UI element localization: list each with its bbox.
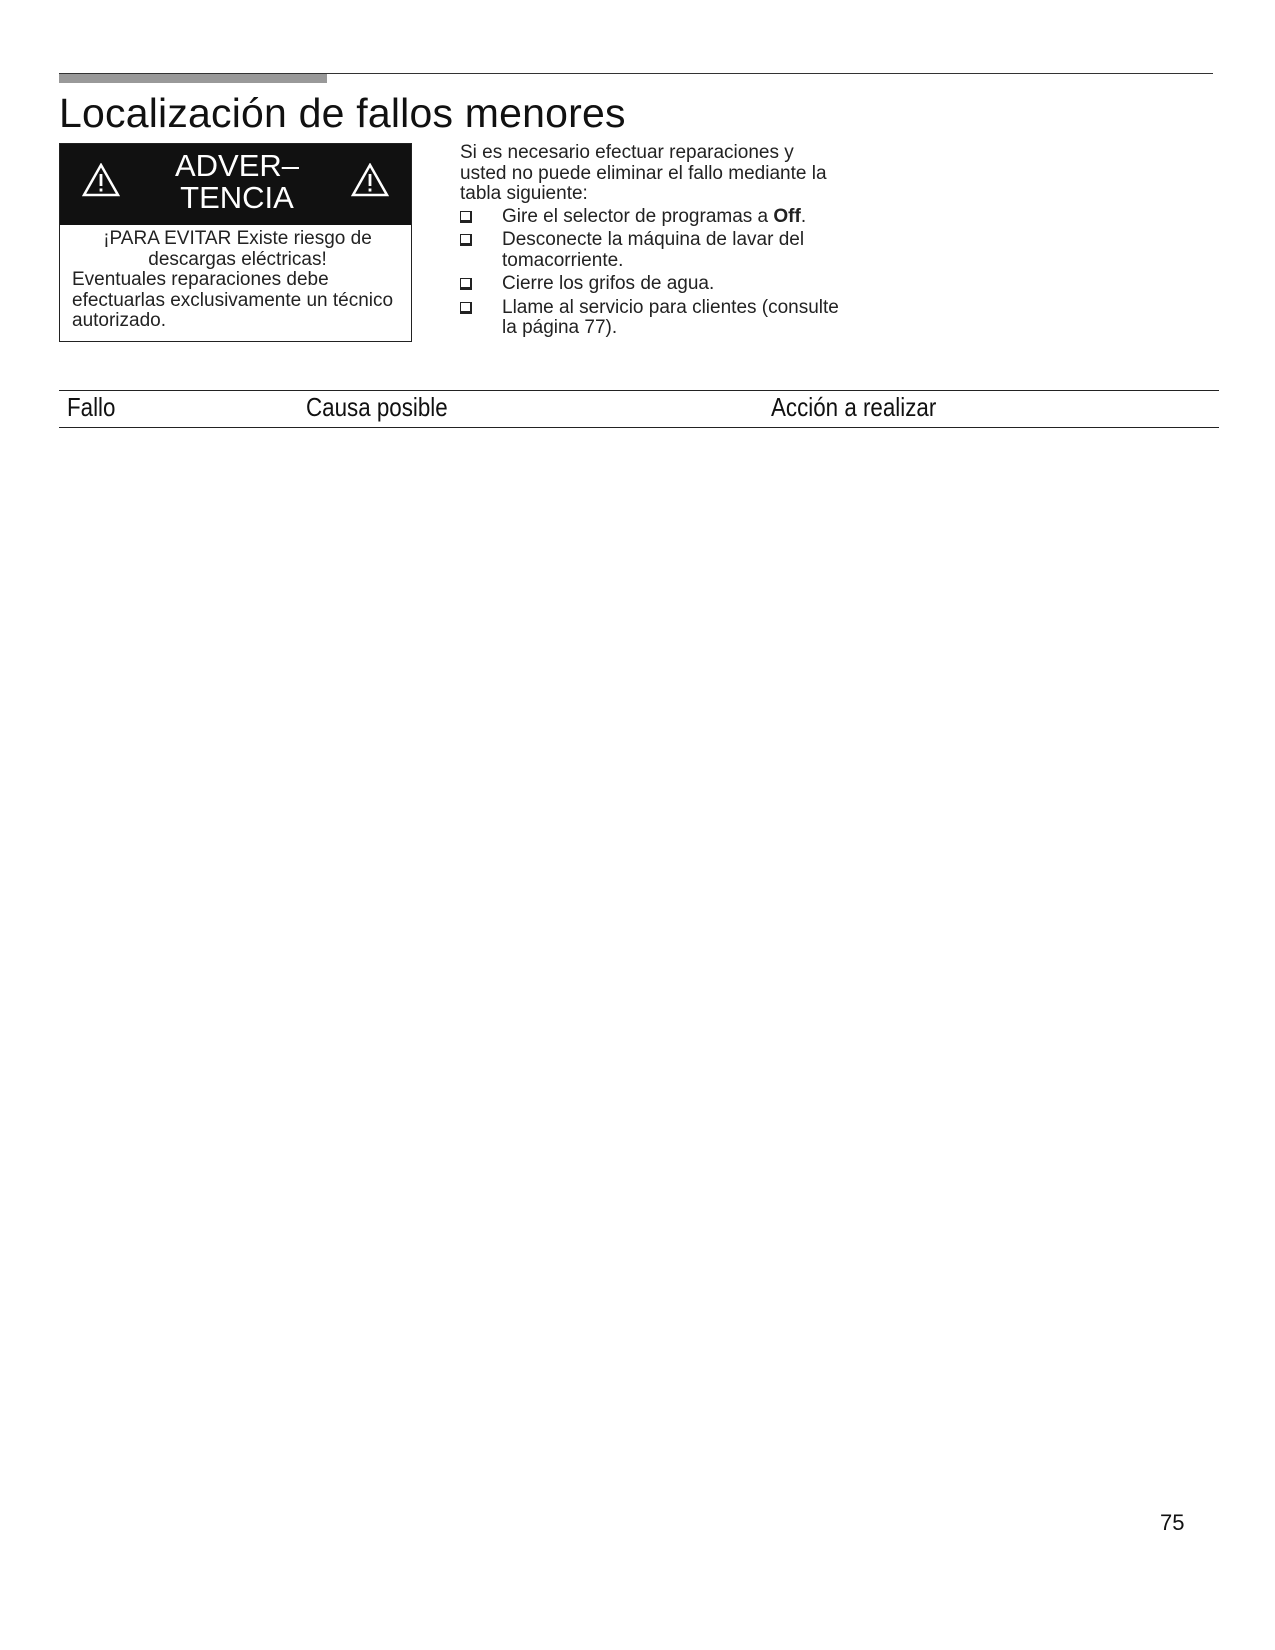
warning-box [59, 143, 412, 342]
warning-text: Eventuales reparaciones debe efectuarlas exclusivamente un técnico autorizado. [72, 269, 394, 331]
troubleshooting-table [59, 390, 1219, 428]
checklist-item [460, 207, 840, 228]
intro-text: Si es necesario efectuar reparaciones y usted no puede eliminar el fallo mediante la tabla siguiente: [460, 142, 827, 204]
step-text: . [800, 205, 807, 227]
warning-title-line-1: ADVER– [174, 148, 300, 183]
checkbox-icon [460, 211, 472, 223]
step-text: Llame al servicio para clientes (consulte la página 77). [502, 296, 839, 338]
intro-section [460, 143, 840, 342]
page-number: 75 [1160, 1510, 1185, 1535]
warning-triangle-icon [351, 163, 389, 197]
table-header [59, 390, 1219, 428]
step-text: Desconecte la máquina de lavar del tomacorriente. [502, 229, 805, 271]
section-bar [59, 74, 327, 83]
column-header-causa: Causa posible [306, 392, 448, 422]
warning-text: ¡PARA EVITAR Existe riesgo de [103, 228, 372, 249]
checklist-item [460, 274, 840, 295]
column-header-accion: Acción a realizar [771, 392, 937, 422]
column-header-fallo: Fallo [67, 392, 116, 422]
step-text: Gire el selector de programas a [502, 205, 774, 227]
page-title: Localización de fallos menores [59, 90, 626, 136]
warning-title-line-2: TENCIA [180, 180, 294, 215]
warning-header [60, 144, 411, 225]
step-text: Cierre los grifos de agua. [502, 273, 715, 294]
checklist-item [460, 298, 840, 339]
checkbox-icon [460, 278, 472, 290]
step-bold: Off [773, 205, 801, 227]
checkbox-icon [460, 302, 472, 314]
warning-triangle-icon [82, 163, 120, 197]
warning-title [142, 150, 332, 214]
checklist-item [460, 230, 840, 271]
warning-body [60, 225, 411, 332]
warning-text: descargas eléctricas! [148, 248, 327, 270]
checkbox-icon [460, 234, 472, 246]
intro-checklist [460, 207, 840, 339]
